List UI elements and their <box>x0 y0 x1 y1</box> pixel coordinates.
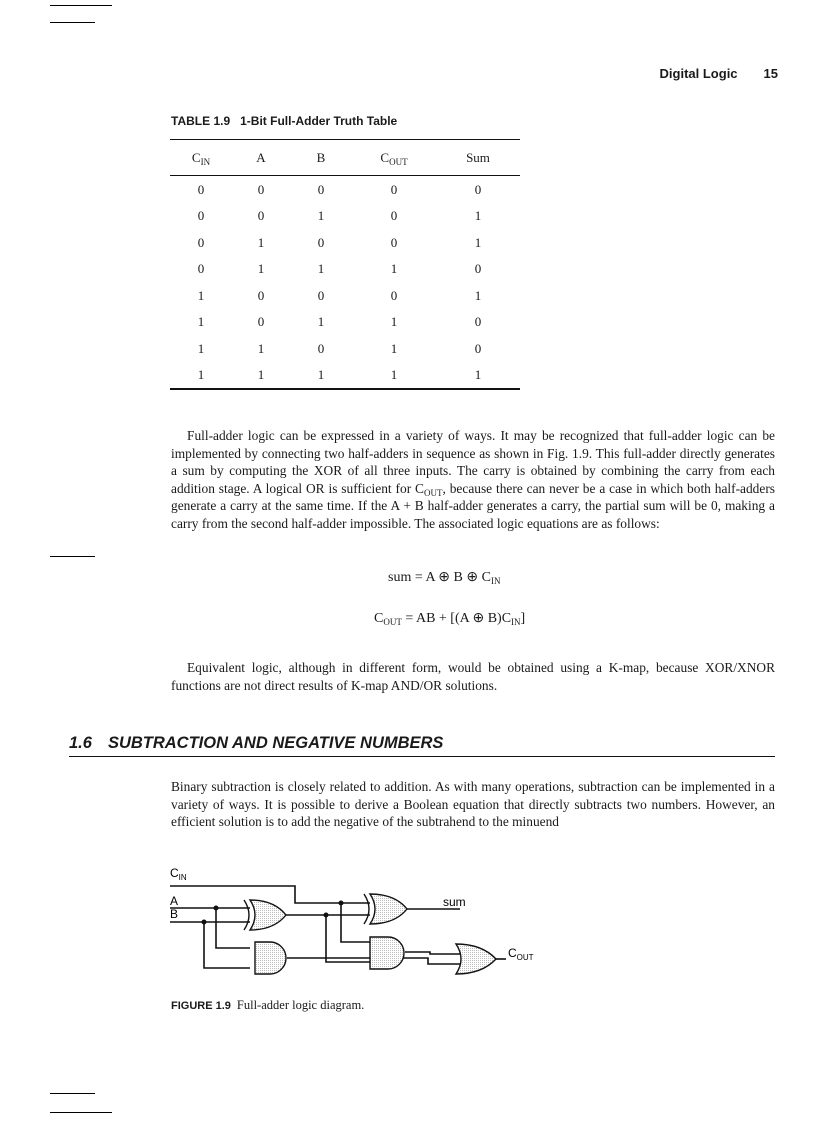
table-cell: 0 <box>390 181 398 197</box>
junction-dot <box>214 906 219 911</box>
table-cell: 0 <box>257 287 265 303</box>
junction-dot <box>324 913 329 918</box>
table-cell: 0 <box>317 234 325 250</box>
section-title: SUBTRACTION AND NEGATIVE NUMBERS <box>107 734 444 752</box>
table-cell: 1 <box>474 208 482 224</box>
running-header <box>660 66 778 81</box>
section-heading <box>69 734 775 757</box>
table-cell: 0 <box>197 261 205 277</box>
label-a: A <box>170 894 179 908</box>
table-cell: 1 <box>257 340 265 356</box>
table-cell: 1 <box>390 261 398 277</box>
label-sum: sum <box>443 895 466 909</box>
header-title: Digital Logic <box>659 66 738 81</box>
junction-dot <box>202 920 207 925</box>
and-gate-1 <box>255 942 286 974</box>
table-cell: 1 <box>474 234 482 250</box>
table-title: 1-Bit Full-Adder Truth Table <box>240 114 398 128</box>
crop-mark <box>50 556 95 557</box>
table-cell: 1 <box>257 367 265 383</box>
wire-b-and <box>204 922 250 968</box>
table-cell: 0 <box>390 234 398 250</box>
table-cell: 0 <box>257 314 265 330</box>
table-cell: 0 <box>257 181 265 197</box>
label-cout: $C_{OUT}$ <box>508 946 534 962</box>
paragraph-subtraction: Binary subtraction is closely related to addition. As with many operations, subtraction can be implemented in a variety of ways. It is possible to derive a Boolean equation that directly subtracts two numbers. However, an efficient solution is to add the negative of the subtrahend to the minuend <box>171 779 775 830</box>
figure-caption <box>171 998 364 1013</box>
column-header: $C_{OUT}$ <box>380 149 408 167</box>
crop-mark <box>50 1093 95 1094</box>
xor-gate-1 <box>244 900 286 930</box>
table-cell: 1 <box>474 287 482 303</box>
table-cell: 0 <box>257 208 265 224</box>
table-cell: 0 <box>197 234 205 250</box>
table-cell: 1 <box>197 287 205 303</box>
crop-mark <box>50 22 95 23</box>
column-header: Sum <box>466 149 490 165</box>
table-cell: 1 <box>474 367 482 383</box>
table-row <box>170 176 520 203</box>
crop-mark <box>50 1112 112 1113</box>
column-header: A <box>256 149 266 165</box>
table-cell: 0 <box>317 181 325 197</box>
equation-cout: $C_{OUT}$ = AB + [(A ⊕ $B)C_{IN}$] <box>374 611 526 627</box>
table-cell: 1 <box>390 367 398 383</box>
table-cell: 1 <box>197 314 205 330</box>
crop-mark <box>50 5 112 6</box>
table-cell: 0 <box>317 340 325 356</box>
table-cell: 1 <box>390 340 398 356</box>
column-header: B <box>316 149 326 165</box>
table-cell: 0 <box>390 287 398 303</box>
table-cell: 0 <box>390 208 398 224</box>
table-body <box>170 176 520 388</box>
or-gate <box>456 944 496 974</box>
label-cin: $C_{IN}$ <box>170 866 187 882</box>
wire-cin <box>170 886 370 903</box>
table-cell: 1 <box>317 208 325 224</box>
table-bottom-rule <box>170 388 520 389</box>
table-cell: 0 <box>197 208 205 224</box>
table-cell: 1 <box>317 314 325 330</box>
table-cell: 1 <box>390 314 398 330</box>
truth-table <box>170 139 520 390</box>
table-label: TABLE 1.9 <box>171 114 231 128</box>
table-row <box>170 229 520 256</box>
table-cell: 0 <box>197 181 205 197</box>
figure-caption-text: Full-adder logic diagram. <box>236 998 365 1012</box>
table-cell: 1 <box>317 367 325 383</box>
table-cell: 1 <box>197 367 205 383</box>
table-cell: 1 <box>317 261 325 277</box>
table-cell: 0 <box>474 340 482 356</box>
wire-and2-or <box>405 952 460 954</box>
paragraph-full-adder: Full-adder logic can be expressed in a variety of ways. It may be recognized that full-adder logic can be implemented by connecting two half-adders in sequence as shown in Fig. 1.9. This full-adder directly generates a sum by computing the XOR of all three inputs. The carry is obtained by combining the carry from each addition stage. A logical OR is sufficient for $C_{OUT}$, because there can never be a case in which both half-adders generate a carry at the same time. If the A + B half-adder generates a carry, the partial sum will be 0, making a carry from the second half-adder impossible. The associated logic equations are as follows: <box>171 428 775 531</box>
table-row <box>170 282 520 309</box>
table-row <box>170 362 520 389</box>
column-header: $C_{IN}$ <box>191 149 211 167</box>
label-b: B <box>170 907 179 921</box>
wire-ps-and2 <box>326 915 370 962</box>
table-cell: 0 <box>474 314 482 330</box>
table-cell: 0 <box>474 261 482 277</box>
full-adder-logic-diagram <box>160 860 560 990</box>
table-cell: 1 <box>257 261 265 277</box>
equation-sum: sum = A ⊕ B ⊕ $C_{IN}$ <box>388 570 501 586</box>
xor-gate-2 <box>364 894 407 924</box>
table-header-row <box>170 140 520 175</box>
table-row <box>170 309 520 336</box>
section-number: 1.6 <box>69 734 92 752</box>
table-row <box>170 203 520 230</box>
table-row <box>170 256 520 283</box>
paragraph-equivalent-logic: Equivalent logic, although in different form, would be obtained using a K-map, because XOR/XNOR functions are not direct results of K-map AND/OR solutions. <box>171 660 775 693</box>
table-cell: 0 <box>474 181 482 197</box>
figure-label: FIGURE 1.9 <box>171 1000 231 1012</box>
table-row <box>170 335 520 362</box>
table-cell: 0 <box>317 287 325 303</box>
and-gate-2 <box>370 937 404 969</box>
page-number: 15 <box>763 66 778 81</box>
table-cell: 1 <box>197 340 205 356</box>
table-caption <box>171 114 397 128</box>
table-cell: 1 <box>257 234 265 250</box>
junction-dot <box>339 901 344 906</box>
